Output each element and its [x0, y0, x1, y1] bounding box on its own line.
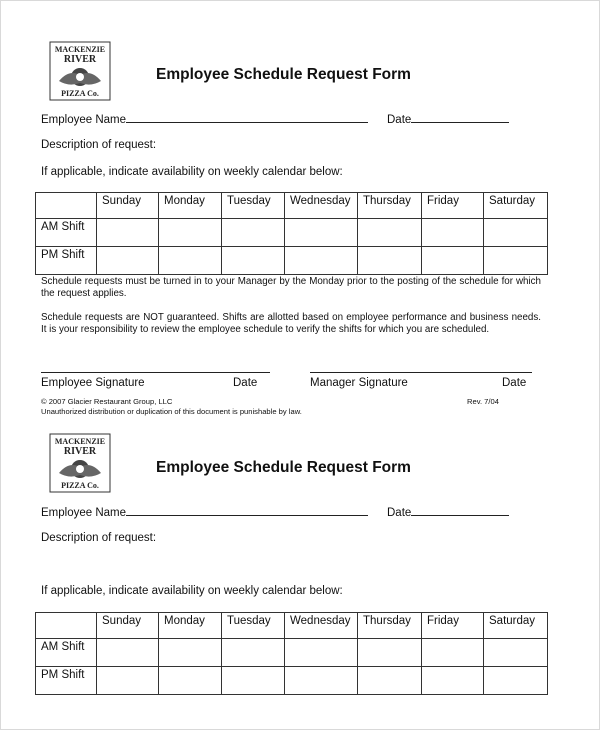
logo-line3: PIZZA Co.	[61, 481, 99, 490]
shift-label: AM Shift	[36, 639, 97, 667]
mackenzie-river-logo	[49, 433, 111, 493]
table-row	[36, 639, 548, 667]
description-label: Description of request:	[41, 139, 157, 151]
unauthorized-text: Unauthorized distribution or duplication of this document is punishable by law.	[41, 407, 302, 416]
employee-name-row	[41, 505, 368, 519]
day-header: Monday	[159, 613, 222, 639]
day-header: Friday	[422, 613, 484, 639]
guarantee-note: Schedule requests are NOT guaranteed. Shifts are allotted based on employee performance and business needs. It is your responsibility to review the employee schedule to verify the shifts for which you are scheduled.	[41, 312, 541, 335]
availability-cell[interactable]	[285, 219, 358, 247]
availability-cell[interactable]	[422, 639, 484, 667]
logo-line3: PIZZA Co.	[61, 89, 99, 98]
logo-line1: MACKENZIE	[54, 437, 106, 446]
availability-cell[interactable]	[484, 219, 548, 247]
day-header: Monday	[159, 193, 222, 219]
day-header: Sunday	[97, 193, 159, 219]
availability-cell[interactable]	[484, 247, 548, 275]
availability-cell[interactable]	[222, 219, 285, 247]
manager-signature-label: Manager Signature	[310, 377, 408, 389]
date-row	[387, 112, 509, 126]
day-header: Tuesday	[222, 193, 285, 219]
day-header: Wednesday	[285, 613, 358, 639]
availability-cell[interactable]	[222, 667, 285, 695]
employee-name-field[interactable]	[126, 505, 368, 516]
employee-signature-date-label: Date	[233, 377, 258, 389]
employee-name-field[interactable]	[126, 112, 368, 123]
availability-table	[35, 612, 548, 695]
table-row	[36, 667, 548, 695]
availability-label: If applicable, indicate availability on weekly calendar below:	[41, 585, 343, 597]
availability-cell[interactable]	[285, 667, 358, 695]
shift-label: PM Shift	[36, 247, 97, 275]
availability-cell[interactable]	[422, 247, 484, 275]
availability-cell[interactable]	[484, 639, 548, 667]
availability-cell[interactable]	[222, 247, 285, 275]
day-header: Friday	[422, 193, 484, 219]
form-title: Employee Schedule Request Form	[156, 459, 411, 476]
day-header: Thursday	[358, 193, 422, 219]
revision-text: Rev. 7/04	[467, 397, 499, 406]
availability-cell[interactable]	[358, 247, 422, 275]
employee-name-label: Employee Name	[41, 507, 127, 519]
day-header: Thursday	[358, 613, 422, 639]
employee-name-row	[41, 112, 368, 126]
availability-cell[interactable]	[484, 667, 548, 695]
employee-signature-label: Employee Signature	[41, 377, 145, 389]
availability-cell[interactable]	[422, 667, 484, 695]
employee-name-label: Employee Name	[41, 114, 127, 126]
logo-line2: RIVER	[63, 54, 97, 65]
availability-cell[interactable]	[422, 219, 484, 247]
availability-cell[interactable]	[358, 667, 422, 695]
availability-cell[interactable]	[358, 219, 422, 247]
logo-line1: MACKENZIE	[54, 45, 106, 54]
availability-cell[interactable]	[285, 639, 358, 667]
table-corner-cell	[36, 613, 97, 639]
availability-cell[interactable]	[97, 219, 159, 247]
availability-cell[interactable]	[285, 247, 358, 275]
table-row	[36, 219, 548, 247]
availability-cell[interactable]	[97, 247, 159, 275]
submission-note: Schedule requests must be turned in to your Manager by the Monday prior to the posting of the schedule for which the request applies.	[41, 276, 541, 299]
availability-cell[interactable]	[222, 639, 285, 667]
day-header: Sunday	[97, 613, 159, 639]
date-label: Date	[387, 507, 412, 519]
availability-cell[interactable]	[159, 247, 222, 275]
availability-label: If applicable, indicate availability on weekly calendar below:	[41, 166, 343, 178]
description-label: Description of request:	[41, 532, 157, 544]
availability-cell[interactable]	[159, 219, 222, 247]
availability-table	[35, 192, 548, 275]
mackenzie-river-logo	[49, 41, 111, 101]
table-header-row	[36, 613, 548, 639]
shift-label: PM Shift	[36, 667, 97, 695]
day-header: Tuesday	[222, 613, 285, 639]
shift-label: AM Shift	[36, 219, 97, 247]
availability-cell[interactable]	[159, 639, 222, 667]
availability-cell[interactable]	[97, 639, 159, 667]
manager-signature-date-label: Date	[502, 377, 527, 389]
manager-signature-line[interactable]	[310, 372, 532, 373]
availability-cell[interactable]	[159, 667, 222, 695]
day-header: Saturday	[484, 193, 548, 219]
employee-signature-line[interactable]	[41, 372, 270, 373]
table-corner-cell	[36, 193, 97, 219]
availability-cell[interactable]	[358, 639, 422, 667]
form-title: Employee Schedule Request Form	[156, 66, 411, 83]
date-field[interactable]	[411, 505, 509, 516]
date-field[interactable]	[411, 112, 509, 123]
day-header: Saturday	[484, 613, 548, 639]
copyright-text: © 2007 Glacier Restaurant Group, LLC	[41, 397, 173, 406]
availability-cell[interactable]	[97, 667, 159, 695]
table-row	[36, 247, 548, 275]
date-label: Date	[387, 114, 412, 126]
date-row	[387, 505, 509, 519]
logo-line2: RIVER	[63, 446, 97, 457]
day-header: Wednesday	[285, 193, 358, 219]
table-header-row	[36, 193, 548, 219]
